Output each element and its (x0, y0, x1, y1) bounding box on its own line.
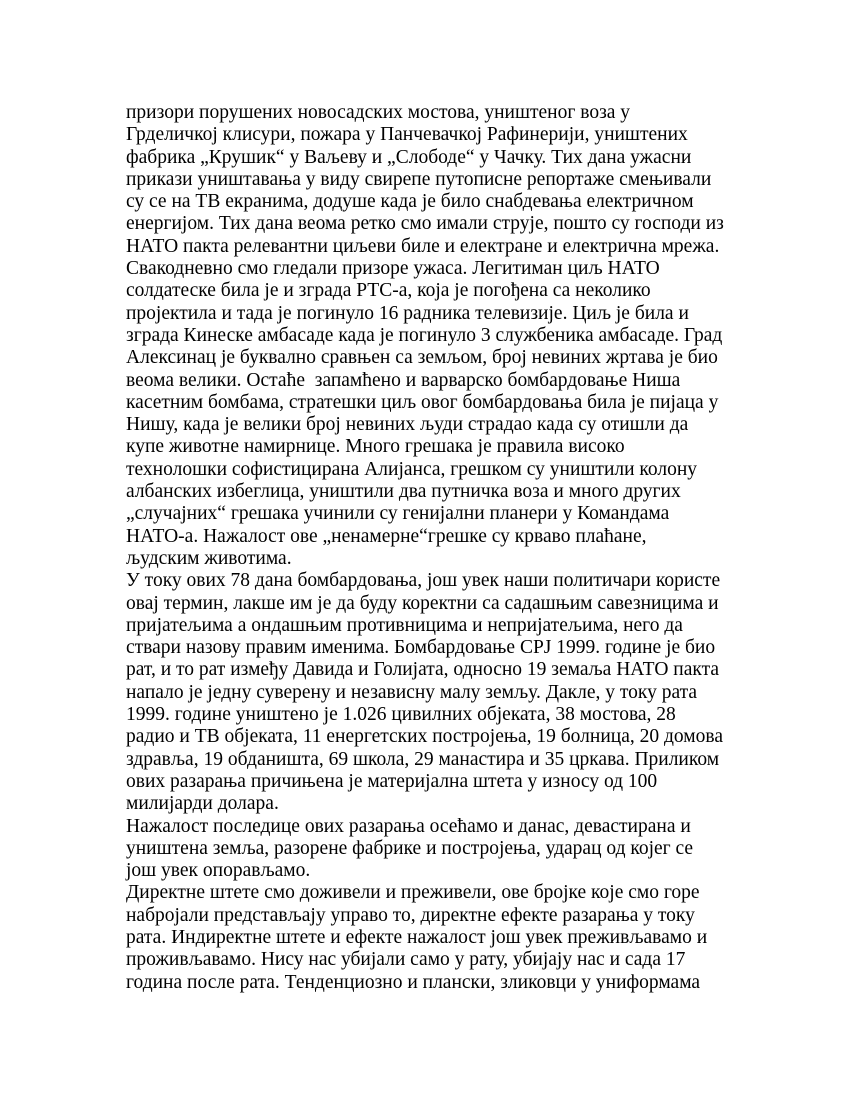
text-line: здравља, 19 обданишта, 69 школа, 29 манастира и 35 цркава. Приликом (126, 748, 720, 770)
text-line: фабрика „Крушик“ у Ваљеву и „Слободе“ у Чачку. Тих дана ужасни (126, 146, 692, 168)
text-line: прикази уништавања у виду свирепе путописне репортаже смењивали (126, 168, 712, 190)
text-line: призори порушених новосадских мостова, уништеног воза у (126, 102, 631, 123)
text-line: овај термин, лакше им је да буду коректни са садашњим савезницима и (126, 592, 719, 614)
text-line: Директне штете смо доживели и преживели, ове бројке које смо горе (126, 882, 700, 904)
text-line: НАТО-а. Нажалост ове „ненамерне“грешке су крваво плаћане, (126, 525, 647, 547)
text-line: касетним бомбама, стратешки циљ овог бомбардовања била је пијаца у (126, 391, 719, 413)
text-line: година после рата. Тенденциозно и плански, зликовци у униформама (126, 971, 701, 993)
text-line: албанских избеглица, уништили два путничка воза и много других (126, 481, 681, 503)
text-line: Грделичкој клисури, пожара у Панчевачкој Рафинерији, уништених (126, 124, 688, 146)
text-line: пројектила и тада је погинуло 16 радника телевизије. Циљ је била и (126, 302, 689, 324)
text-line: У току ових 78 дана бомбардовања, још увек наши политичари користе (126, 570, 721, 592)
text-line: напало је једну суверену и независну малу земљу. Дакле, у току рата (126, 681, 698, 703)
text-line: Нишу, када је велики број невиних људи страдао када су отишли да (126, 414, 689, 436)
text-line: НАТО пакта релевантни циљеви биле и електране и електрична мрежа. (126, 235, 720, 257)
text-line: Свакодневно смо гледали призоре ужаса. Легитиман циљ НАТО (126, 258, 660, 280)
text-line: пријатељима а ондашњим противницима и непријатељима, него да (126, 614, 683, 636)
text-line: проживљавамо. Нису нас убијали само у рату, убијају нас и сада 17 (126, 949, 686, 971)
text-line: „случајних“ грешака учинили су генијални планери у Командама (126, 503, 670, 525)
text-line: људским животима. (126, 547, 292, 569)
text-line: радио и ТВ објеката, 11 енергетских постројења, 19 болница, 20 домова (126, 726, 723, 748)
text-line: ствари назову правим именима. Бомбардовање СРЈ 1999. године је био (126, 637, 716, 659)
text-line: Нажалост последице ових разарања осећамо и данас, девастирана и (126, 815, 691, 837)
text-line: солдатеске била је и зграда РТС-а, која је погођена са неколико (126, 280, 651, 302)
text-line: уништена земља, разорене фабрике и постројења, ударац од којег се (126, 837, 694, 859)
text-line: милијарди долара. (126, 793, 279, 815)
text-line: рат, и то рат између Давида и Голијата, односно 19 земаља НАТО пакта (126, 659, 719, 681)
text-line: купе животне намирнице. Много грешака је правила високо (126, 436, 625, 458)
text-line: 1999. године уништено је 1.026 цивилних објеката, 38 мостова, 28 (126, 704, 676, 726)
text-line: су се на ТВ екранима, додуше када је било снабдевања електричном (126, 191, 694, 213)
text-line: рата. Индиректне штете и ефекте нажалост још увек преживљавамо и (126, 926, 708, 948)
text-line: Алексинац је буквално сравњен са земљом, број невиних жртава је био (126, 347, 718, 369)
text-line: технолошки софистицирана Алијанса, грешком су уништили колону (126, 458, 698, 480)
body-text (126, 102, 746, 994)
text-line: зграда Кинеске амбасаде када је погинуло 3 службеника амбасаде. Град (126, 324, 723, 346)
text-line: набројали представљају управо то, директне ефекте разарања у току (126, 904, 695, 926)
text-line: још увек опорављамо. (126, 860, 311, 882)
text-line: енергијом. Тих дана веома ретко смо имали струје, пошто су господи из (126, 213, 724, 235)
text-line: веома велики. Остаће запамћено и варварско бомбардовање Ниша (126, 369, 681, 391)
text-line: ових разарања причињена је материјална штета у износу од 100 (126, 770, 658, 792)
